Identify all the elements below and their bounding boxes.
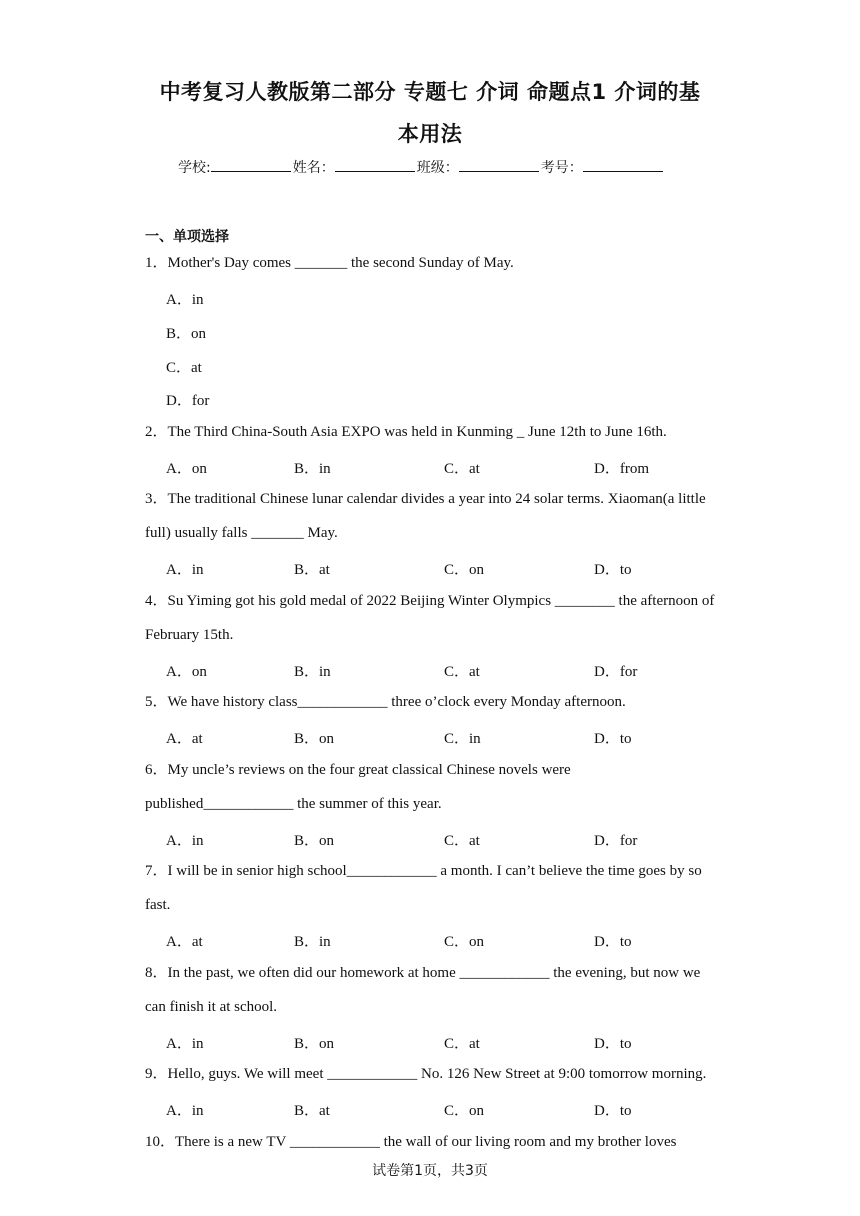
question-7 xyxy=(145,854,725,922)
student-info-row xyxy=(178,157,665,177)
option-d: D．for xyxy=(594,833,638,849)
question-2 xyxy=(145,415,725,449)
question-text-line-2: fast. xyxy=(145,897,171,913)
option-a: A．at xyxy=(166,934,203,950)
question-text: 1．Mother's Day comes _______ the second Sunday of May. xyxy=(145,255,514,271)
question-text-line-1: 3．The traditional Chinese lunar calendar divides a year into 24 solar terms. Xiaoman(a little xyxy=(145,491,706,507)
option-d: D．to xyxy=(594,562,632,578)
option-b: B．on xyxy=(166,326,207,342)
option-d: D．to xyxy=(594,1103,632,1119)
question-text: 2．The Third China-South Asia EXPO was held in Kunming _ June 12th to June 16th. xyxy=(145,424,667,440)
option-d: D．from xyxy=(594,461,649,477)
option-d: D．to xyxy=(594,731,632,747)
option-b: B．on xyxy=(294,731,335,747)
question-text: 10．There is a new TV ____________ the wall of our living room and my brother loves xyxy=(145,1134,677,1150)
question-3 xyxy=(145,482,725,550)
option-d: D．for xyxy=(594,664,638,680)
option-c: C．at xyxy=(166,360,202,376)
school-blank xyxy=(211,157,291,172)
option-a: A．in xyxy=(166,833,204,849)
question-text-line-2: February 15th. xyxy=(145,627,234,643)
option-c: C．on xyxy=(444,1103,485,1119)
page-footer: 试卷第1页，共3页 xyxy=(372,1163,488,1179)
option-b: B．in xyxy=(294,461,331,477)
page-title-line-2: 本用法 xyxy=(397,122,463,146)
option-a: A．in xyxy=(166,292,204,308)
option-c: C．in xyxy=(444,731,481,747)
option-d: D．for xyxy=(166,393,210,409)
option-b: B．at xyxy=(294,1103,330,1119)
class-blank xyxy=(459,157,539,172)
option-a: A．in xyxy=(166,1103,204,1119)
option-c: C．on xyxy=(444,934,485,950)
option-b: B．at xyxy=(294,562,330,578)
option-b: B．in xyxy=(294,664,331,680)
option-b: B．in xyxy=(294,934,331,950)
question-1 xyxy=(145,246,725,280)
exam-no-label: 考号： xyxy=(540,160,583,176)
option-b: B．on xyxy=(294,1036,335,1052)
question-text-line-1: 8．In the past, we often did our homework at home ____________ the evening, but now we xyxy=(145,965,701,981)
question-5 xyxy=(145,685,725,719)
class-label: 班级： xyxy=(416,160,459,176)
option-a: A．in xyxy=(166,1036,204,1052)
option-c: C．at xyxy=(444,664,480,680)
option-c: C．on xyxy=(444,562,485,578)
question-text-line-2: can finish it at school. xyxy=(145,999,278,1015)
question-text: 9．Hello, guys. We will meet ____________ No. 126 New Street at 9:00 tomorrow morning. xyxy=(145,1066,707,1082)
name-blank xyxy=(335,157,415,172)
question-text: 5．We have history class____________ three o’clock every Monday afternoon. xyxy=(145,694,626,710)
question-text-line-1: 6．My uncle’s reviews on the four great classical Chinese novels were xyxy=(145,762,571,778)
option-c: C．at xyxy=(444,1036,480,1052)
question-text-line-2: full) usually falls _______ May. xyxy=(145,525,338,541)
question-4 xyxy=(145,584,725,652)
exam-no-blank xyxy=(583,157,663,172)
page-title-line-1: 中考复习人教版第二部分 专题七 介词 命题点1 介词的基 xyxy=(159,80,701,104)
question-9 xyxy=(145,1057,725,1091)
school-label: 学校: xyxy=(178,160,211,176)
question-text-line-2: published____________ the summer of this year. xyxy=(145,796,442,812)
option-c: C．at xyxy=(444,461,480,477)
option-c: C．at xyxy=(444,833,480,849)
name-label: 姓名： xyxy=(292,160,335,176)
option-a: A．in xyxy=(166,562,204,578)
option-a: A．on xyxy=(166,664,207,680)
question-8 xyxy=(145,956,725,1024)
question-6 xyxy=(145,753,725,821)
question-10 xyxy=(145,1125,725,1159)
question-text-line-1: 7．I will be in senior high school____________ a month. I can’t believe the time goes by so xyxy=(145,863,702,879)
option-a: A．on xyxy=(166,461,207,477)
option-d: D．to xyxy=(594,934,632,950)
section-heading: 一、单项选择 xyxy=(145,229,229,245)
option-a: A．at xyxy=(166,731,203,747)
option-d: D．to xyxy=(594,1036,632,1052)
question-text-line-1: 4．Su Yiming got his gold medal of 2022 Beijing Winter Olympics ________ the afternoon of xyxy=(145,593,715,609)
option-b: B．on xyxy=(294,833,335,849)
